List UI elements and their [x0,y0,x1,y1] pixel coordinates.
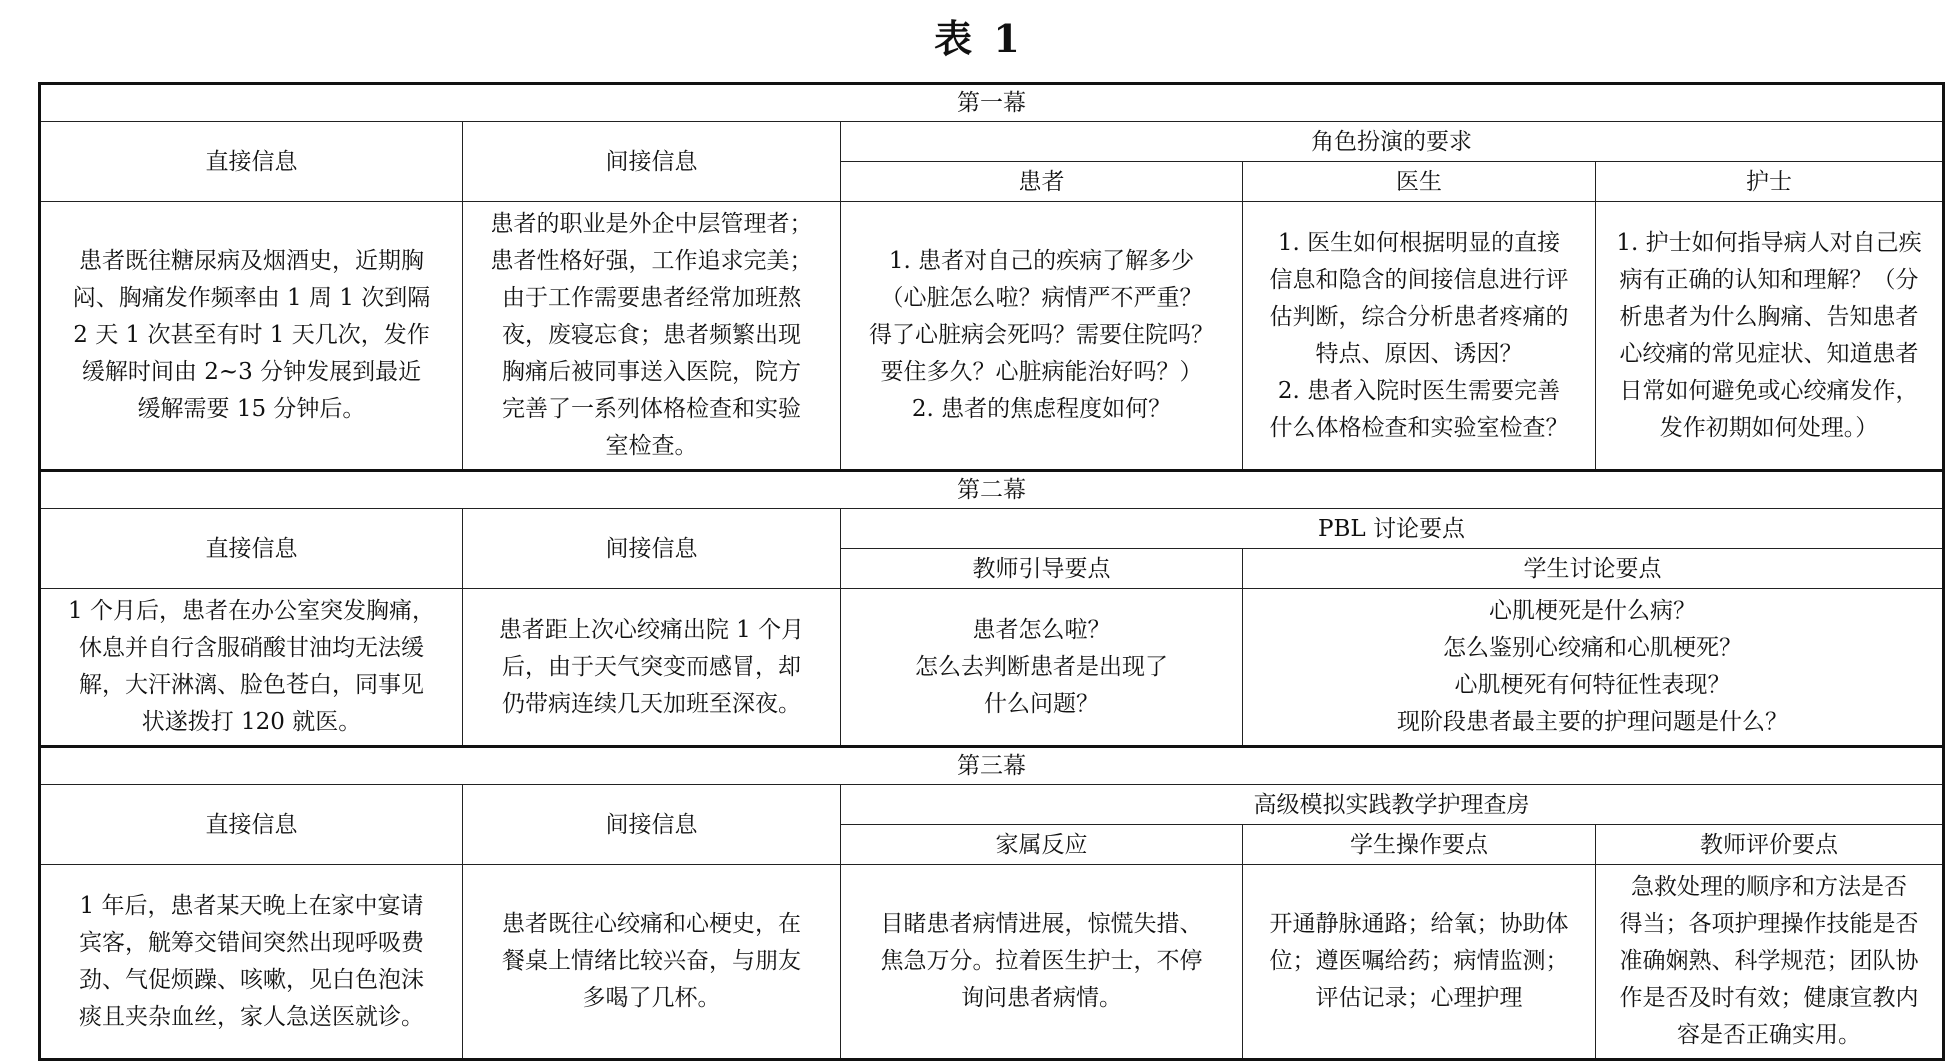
act-1-group-header: 角色扮演的要求 [841,122,1944,162]
cell-line: 状遂拨打 120 就医。 [141,709,362,735]
act-3-sub-header-student-ops: 学生操作要点 [1243,825,1596,865]
act-1-label: 第一幕 [40,84,1944,122]
act-2-group-header: PBL 讨论要点 [841,509,1944,549]
act-3-sub-header-family: 家属反应 [841,825,1243,865]
cell-line: 患者的职业是外企中层管理者； [490,211,813,237]
cell-line: 日常如何避免或心绞痛发作， [1619,377,1919,404]
cell-line: 2. 患者入院时医生需要完善 [1277,377,1561,404]
cell-line: 开通静脉通路；给氧；协助体 [1269,911,1569,937]
act-3-direct-header: 直接信息 [40,785,463,865]
cell-line: 作是否及时有效；健康宣教内 [1619,985,1919,1011]
cell-line: 解，大汗淋漓、脸色苍白，同事见 [79,672,424,698]
cell-line: 由于工作需要患者经常加班熬 [502,285,801,311]
cell-line: 要住多久？心脏病能治好吗？） [880,359,1203,385]
cell-line: 心肌梗死有何特征性表现？ [1454,672,1731,698]
cell-line: 怎么去判断患者是出现了 [915,653,1168,680]
cell-line: 1. 护士如何指导病人对自己疾 [1616,229,1922,256]
cell-line: 心肌梗死是什么病？ [1489,598,1697,624]
act-3-family-reaction [841,865,1243,1060]
cell-line: 室检查。 [605,433,698,459]
cell-line: 1 个月后，患者在办公室突发胸痛， [68,598,435,624]
cell-line: 容是否正确实用。 [1677,1022,1862,1048]
act-3-teacher-evaluation [1596,865,1944,1060]
cell-line: 什么体格检查和实验室检查？ [1269,414,1569,441]
act-3-group-header: 高级模拟实践教学护理查房 [841,785,1944,825]
act-1-doctor-requirements [1243,202,1596,471]
cell-line: 目睹患者病情进展，惊慌失措、 [880,911,1203,937]
cell-line: 现阶段患者最主要的护理问题是什么？ [1397,709,1789,735]
cell-line: 急救处理的顺序和方法是否 [1631,874,1908,900]
act-1-sub-header-doctor: 医生 [1243,162,1596,202]
cell-line: 缓解需要 15 分钟后。 [137,396,366,422]
act-2-sub-header-teacher: 教师引导要点 [841,549,1243,589]
act-3-student-operations [1243,865,1596,1060]
cell-line: 患者既往糖尿病及烟酒史，近期胸 [79,248,424,274]
table-title: 表 1 [934,16,1024,61]
act-2-indirect-header: 间接信息 [463,509,841,589]
cell-line: 患者性格好强，工作追求完美； [490,248,813,274]
cell-line: 患者既往心绞痛和心梗史，在 [502,911,801,937]
cell-line: 病有正确的认知和理解？（分 [1619,266,1919,293]
cell-line: 1. 患者对自己的疾病了解多少 [888,248,1195,274]
act-1-indirect-header: 间接信息 [463,122,841,202]
cell-line: 2 天 1 次甚至有时 1 天几次，发作 [73,322,430,348]
cell-line: 什么问题？ [984,690,1099,717]
cell-line: 发作初期如何处理。） [1659,414,1879,441]
act-2-indirect-info [463,589,841,747]
cell-line: 评估记录；心理护理 [1315,985,1523,1011]
act-2-student-points [1243,589,1944,747]
cell-line: 2. 患者的焦虑程度如何？ [911,396,1172,422]
cell-line: 位；遵医嘱给药；病情监测； [1269,948,1569,974]
cell-line: 餐桌上情绪比较兴奋，与朋友 [502,948,801,974]
cell-line: 析患者为什么胸痛、告知患者 [1619,303,1919,330]
cell-line: 1 年后，患者某天晚上在家中宴请 [79,892,424,919]
cell-line: 患者距上次心绞痛出院 1 个月 [498,616,805,643]
act-1-sub-header-nurse: 护士 [1596,162,1944,202]
act-2-sub-header-student: 学生讨论要点 [1243,549,1944,589]
act-2-direct-header: 直接信息 [40,509,463,589]
cell-line: 夜，废寝忘食；患者频繁出现 [502,322,801,348]
cell-line: 得了心脏病会死吗？需要住院吗？ [869,322,1214,348]
act-1-sub-header-patient: 患者 [841,162,1243,202]
act-3-indirect-header: 间接信息 [463,785,841,865]
act-1-direct-info [40,202,463,471]
cell-line: 宾客，觥筹交错间突然出现呼吸费 [79,929,424,956]
cell-line: 心绞痛的常见症状、知道患者 [1619,340,1919,367]
cell-line: 胸痛后被同事送入医院，院方 [502,359,801,385]
cell-line: 后，由于天气突变而感冒，却 [502,653,801,680]
cell-line: 患者怎么啦？ [972,616,1111,643]
cell-line: 痰且夹杂血丝，家人急送医就诊。 [79,1003,424,1030]
act-3-indirect-info [463,865,841,1060]
act-1-direct-header: 直接信息 [40,122,463,202]
cell-line: （心脏怎么啦？病情严不严重？ [880,285,1203,311]
act-1-indirect-info [463,202,841,471]
act-1-patient-requirements [841,202,1243,471]
act-2-direct-info [40,589,463,747]
act-1-nurse-requirements [1596,202,1944,471]
cell-line: 1. 医生如何根据明显的直接 [1277,229,1561,256]
cell-line: 劲、气促烦躁、咳嗽，见白色泡沫 [79,966,424,993]
cell-line: 怎么鉴别心绞痛和心肌梗死？ [1443,635,1743,661]
cell-line: 得当；各项护理操作技能是否 [1619,911,1919,937]
pbl-table [38,82,1945,1061]
act-2-label: 第二幕 [40,471,1944,509]
cell-line: 焦急万分。拉着医生护士，不停 [880,948,1203,974]
act-2-teacher-points [841,589,1243,747]
cell-line: 特点、原因、诱因？ [1315,340,1523,367]
cell-line: 完善了一系列体格检查和实验 [502,396,801,422]
act-3-direct-info [40,865,463,1060]
act-3-sub-header-teacher-eval: 教师评价要点 [1596,825,1944,865]
cell-line: 缓解时间由 2~3 分钟发展到最近 [81,359,422,385]
cell-line: 信息和隐含的间接信息进行评 [1269,266,1569,293]
cell-line: 仍带病连续几天加班至深夜。 [502,690,801,717]
act-3-label: 第三幕 [40,747,1944,785]
cell-line: 多喝了几杯。 [582,985,721,1011]
cell-line: 估判断，综合分析患者疼痛的 [1269,303,1569,330]
cell-line: 准确娴熟、科学规范；团队协 [1619,948,1919,974]
cell-line: 询问患者病情。 [961,985,1122,1011]
cell-line: 休息并自行含服硝酸甘油均无法缓 [79,635,424,661]
cell-line: 闷、胸痛发作频率由 1 周 1 次到隔 [72,285,431,311]
